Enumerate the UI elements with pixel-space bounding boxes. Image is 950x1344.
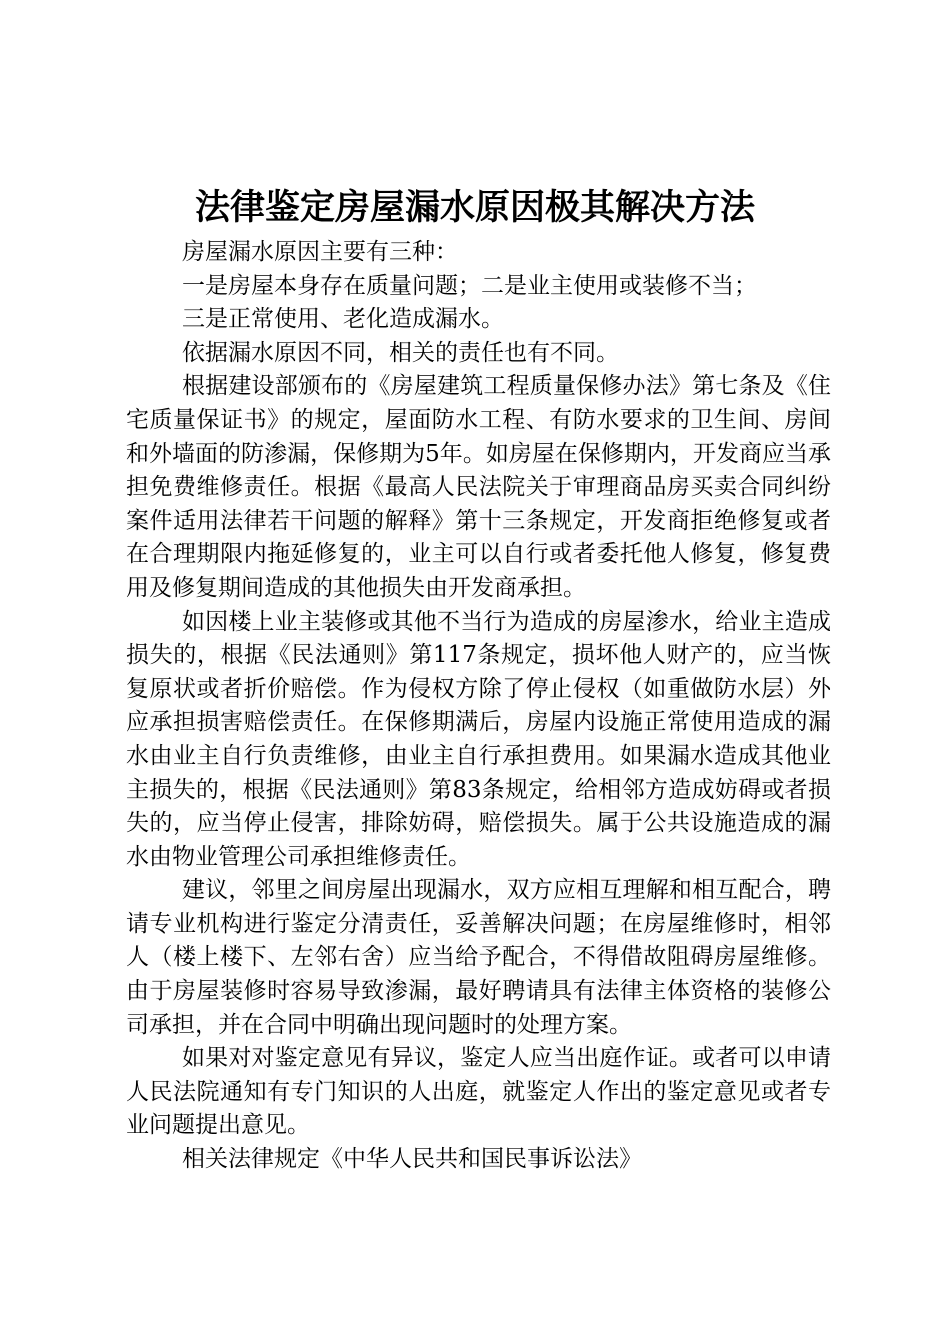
paragraph-related-law: 相关法律规定《中华人民共和国民事诉讼法》	[182, 1146, 642, 1173]
paragraph-causes-intro: 房屋漏水原因主要有三种：	[182, 239, 458, 265]
paragraph-warranty: 根据建设部颁布的《房屋建筑工程质量保修办法》第七条及《住宅质量保证书》的规定，屋面防水工程、有防水要求的卫生间、房间和外墙面的防渗漏，保修期为5年。如房屋在保修期内，开发商应当承担免费维修责任。根据《最高人民法院关于审理商品房买卖合同纠纷案件适用法律若干问题的解释》第十三条规定，开发商拒绝修复或者在合理期限内拖延修复的，业主可以自行或者委托他人修复，修复费用及修复期间造成的其他损失由开发商承担。	[126, 373, 831, 601]
document-body	[126, 236, 831, 1177]
paragraph-responsibility-intro: 依据漏水原因不同，相关的责任也有不同。	[182, 339, 619, 366]
paragraph-appraisal-objection: 如果对对鉴定意见有异议，鉴定人应当出庭作证。或者可以申请人民法院通知有专门知识的人出庭，就鉴定人作出的鉴定意见或者专业问题提出意见。	[126, 1045, 831, 1139]
paragraph-causes-one-two: 一是房屋本身存在质量问题；二是业主使用或装修不当；	[182, 272, 757, 299]
paragraph-suggestion: 建议，邻里之间房屋出现漏水，双方应相互理解和相互配合，聘请专业机构进行鉴定分清责任，妥善解决问题；在房屋维修时，相邻人（楼上楼下、左邻右舍）应当给予配合，不得借故阻碍房屋维修。由于房屋装修时容易导致渗漏，最好聘请具有法律主体资格的装修公司承担，并在合同中明确出现问题时的处理方案。	[126, 877, 831, 1038]
document-title: 法律鉴定房屋漏水原因极其解决方法	[194, 187, 755, 228]
paragraph-causes-three: 三是正常使用、老化造成漏水。	[182, 306, 504, 333]
paragraph-upstairs-liability: 如因楼上业主装修或其他不当行为造成的房屋渗水，给业主造成损失的，根据《民法通则》第117条规定，损坏他人财产的，应当恢复原状或者折价赔偿。作为侵权方除了停止侵权（如重做防水层）外应承担损害赔偿责任。在保修期满后，房屋内设施正常使用造成的漏水由业主自行负责维修，由业主自行承担费用。如果漏水造成其他业主损失的，根据《民法通则》第83条规定，给相邻方造成妨碍或者损失的，应当停止侵害，排除妨碍，赔偿损失。属于公共设施造成的漏水由物业管理公司承担维修责任。	[126, 608, 831, 870]
